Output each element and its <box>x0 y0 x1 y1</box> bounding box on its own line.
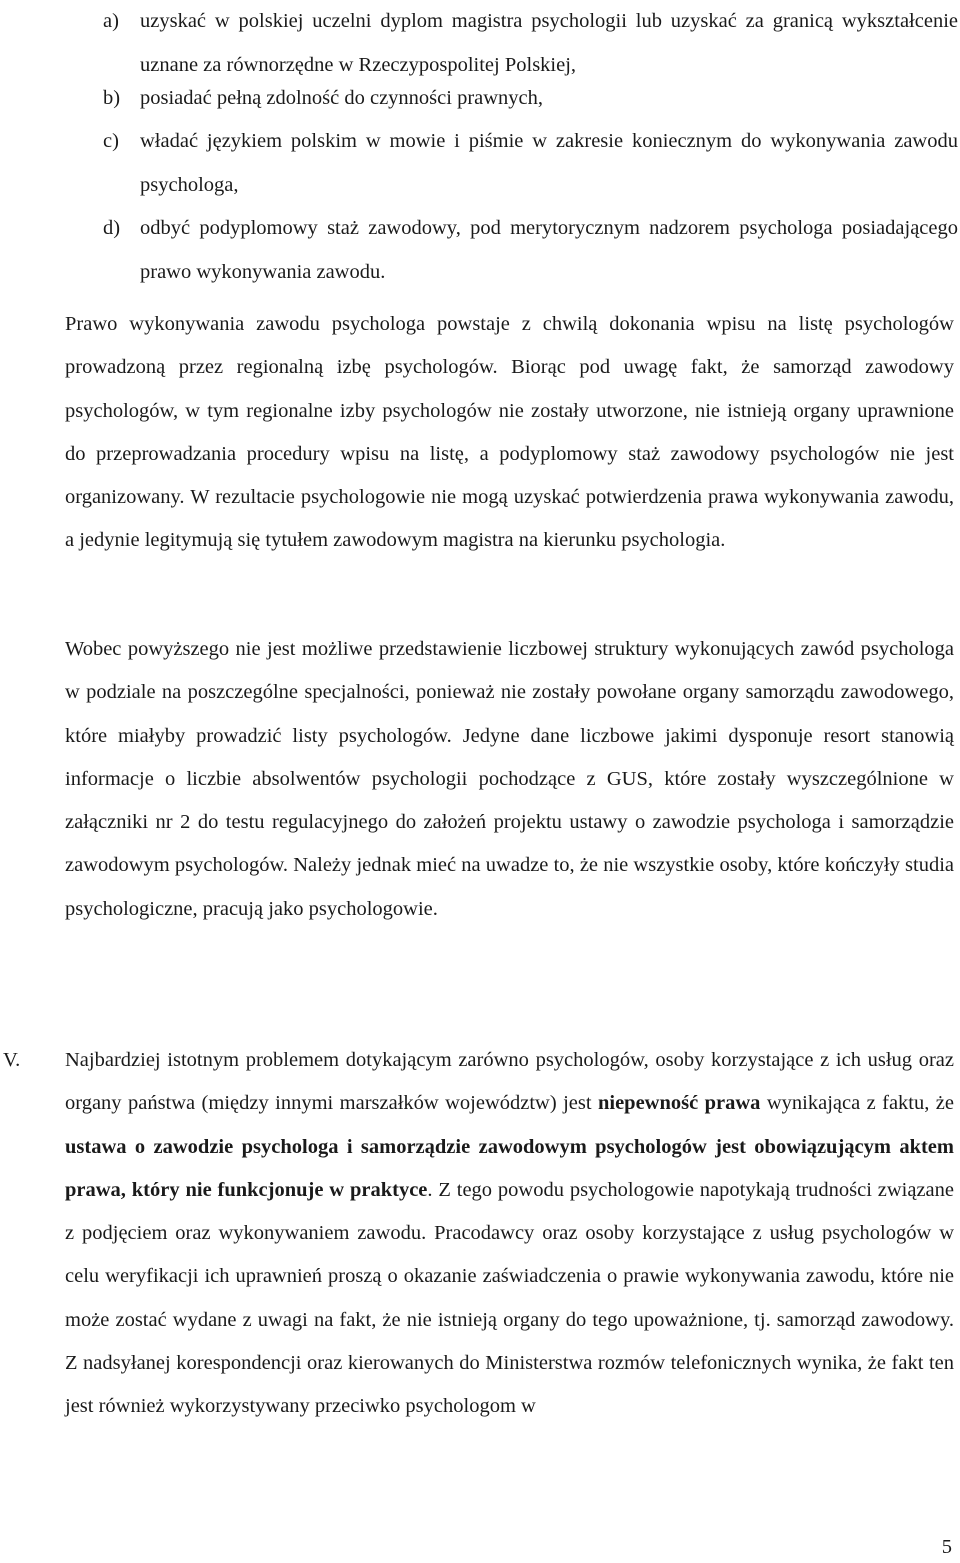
list-marker: c) <box>103 130 119 152</box>
list-marker: d) <box>103 217 121 239</box>
section-v-text-1: Najbardziej istotnym problemem dotykającym zarówno psychologów, osoby korzystające z ich usług oraz organy państwa (między innymi marszałków województw) jest <box>65 1049 954 1115</box>
list-item-text: posiadać pełną zdolność do czynności prawnych, <box>140 87 544 109</box>
section-v-text-2: wynikająca z faktu, że <box>760 1092 954 1115</box>
page-number: 5 <box>941 1536 952 1558</box>
list-item-text: władać językiem polskim w mowie i piśmie w zakresie koniecznym do wykonywania zawodu psychologa, <box>140 130 958 196</box>
paragraph-license: Prawo wykonywania zawodu psychologa powstaje z chwilą dokonania wpisu na listę psychologów prowadzoną przez regionalną izbę psychologów. Biorąc pod uwagę fakt, że samorząd zawodowy psychologów, w tym regionalne izby psychologów nie zostały utworzone, nie istnieją organy uprawnione do przeprowadzania procedury wpisu na listę, a podyplomowy staż zawodowy psychologów nie jest organizowany. W rezultacie psychologowie nie mogą uzyskać potwierdzenia prawa wykonywania zawodu, a jedynie legitymują się tytułem zawodowym magistra na kierunku psychologia. <box>65 313 954 552</box>
list-item-text: uzyskać w polskiej uczelni dyplom magistra psychologii lub uzyskać za granicą wykształcenie uznane za równorzędne w Rzeczypospolitej Polskiej, <box>140 10 958 76</box>
list-marker: b) <box>103 87 121 109</box>
paragraph-statistics: Wobec powyższego nie jest możliwe przedstawienie liczbowej struktury wykonujących zawód psychologa w podziale na poszczególne specjalności, ponieważ nie zostały powołane organy samorządu zawodowego, które miałyby prowadzić listy psychologów. Jedyne dane liczbowe jakimi dysponuje resort stanowią informacje o liczbie absolwentów psychologii pochodzące z GUS, które zostały wyszczególnione w załączniki nr 2 do testu regulacyjnego do założeń projektu ustawy o zawodzie psychologa i samorządzie zawodowym psychologów. Należy jednak mieć na uwadze to, że nie wszystkie osoby, które kończyły studia psychologiczne, pracują jako psychologowie. <box>65 638 954 920</box>
section-v-bold-1: niepewność prawa <box>597 1092 761 1115</box>
section-v-text-3: . Z tego powodu psychologowie napotykają trudności związane z podjęciem oraz wykonywaniem zawodu. Pracodawcy oraz osoby korzystające z usług psychologów w celu weryfikacji ich uprawnień proszą o okazanie zaświadczenia o prawie wykonywania zawodu, które nie może zostać wydane z uwagi na fakt, że nie istnieją organy do tego upoważnione, tj. samorząd zawodowy. Z nadsyłanej korespondencji oraz kierowanych do Ministerstwa rozmów telefonicznych wynika, że fakt ten jest również wykorzystywany przeciwko psychologom w <box>65 1178 954 1418</box>
paragraph-section-v <box>65 1039 954 1429</box>
section-v-bold-2: ustawa o zawodzie psychologa i samorządzie zawodowym psychologów jest obowiązującym aktem prawa, który nie funkcjonuje w praktyce <box>65 1135 954 1201</box>
list-marker: a) <box>103 10 119 32</box>
section-marker-v: V. <box>3 1049 21 1071</box>
list-item-text: odbyć podyplomowy staż zawodowy, pod merytorycznym nadzorem psychologa posiadającego prawo wykonywania zawodu. <box>140 217 958 283</box>
